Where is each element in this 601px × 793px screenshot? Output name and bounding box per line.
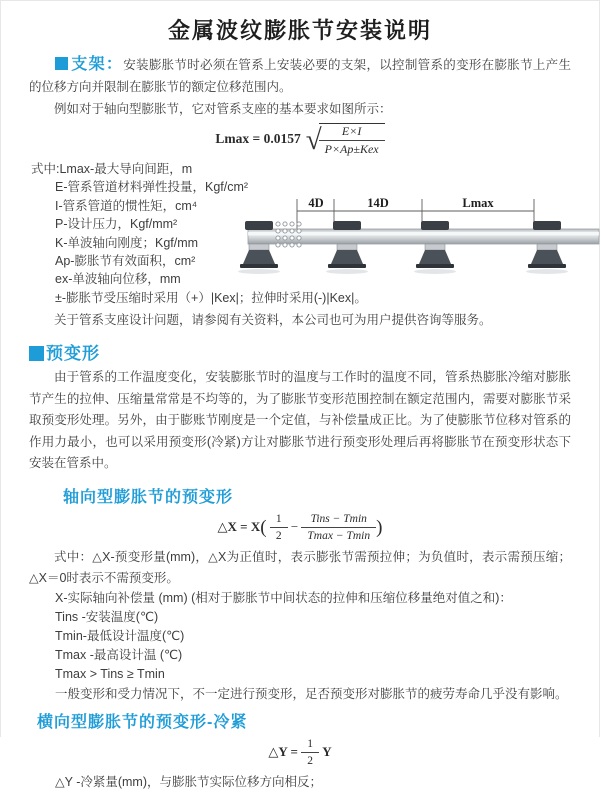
lateral-formula-lhs: △Y = [268,743,298,759]
preform-heading-label: 预变形 [46,344,100,364]
section-heading-support: 支架： [71,56,124,73]
support-paragraph [29,54,571,98]
lmax-formula-denominator: P×Ap±Kex [324,142,379,156]
definition-line: Ap-膨胀节有效面积，cm² [55,254,196,269]
section-bullet-icon [29,346,44,361]
lmax-formula [29,123,571,157]
temperature-numerator: Tins − Tmin [301,512,376,528]
list-item: 一般变形和受力情况下，不一定进行预变形，足否预变形对膨胀节的疲劳寿命几乎没有影响。 [55,686,568,701]
one-half-fraction [301,737,319,769]
minus-sign: − [290,518,299,534]
lmax-formula-lhs: Lmax = 0.0157 [215,131,301,147]
pipe-support-diagram-svg [246,193,601,289]
pipe-support-diagram [246,193,601,289]
support-intro-text: 安装膨胀节时必须在管系上安装必要的支架，以控制管系的变形在膨胀节上产生的位移方向并限制在膨胀节的额定位移范围内。 [29,58,571,94]
preform-body: 由于管系的工作温度变化，安装膨胀节时的温度与工作时的温度不同，管系热膨胀冷缩对膨胀节产生的拉伸、压缩量常常是不均等的，为了膨胀节变形范围控制在额定范围内，需要对膨胀节采取预变形处理。另外，由于膨账节刚度是一个定值，与补偿量成正比。为了使膨胀节位移对管系的作用力最小，也可以采用预变形(冷紧)方让对膨胀节进行预变形处理后再将膨胀节在预变形状态下安装在管系中。 [29,370,571,471]
section-bullet-icon [55,57,68,70]
list-item: Tmax > Tins ≥ Tmin [55,667,165,682]
close-paren: ) [376,516,383,538]
lmax-formula-fraction [319,123,385,157]
section-heading-preform [29,339,571,364]
page-title: 金属波纹膨胀节安装说明 [167,18,432,43]
support-note: 关于管系支座设计问题，请参阅有关资料，本公司也可为用户提供咨询等服务。 [54,313,492,328]
definition-line: ex-单波轴向位移，mm [55,272,181,287]
sqrt-radical-icon: √ [305,123,322,156]
definition-line: 式中:Lmax-最大导向间距，m [31,162,193,176]
lateral-formula-rhs: Y [322,743,332,759]
half-denominator: 2 [307,755,313,768]
temperature-denominator: Tmax − Tmin [307,530,371,543]
half-denominator: 2 [275,530,282,543]
axial-symbol-list [29,589,571,704]
definition-line: ±-膨胀节受压缩时采用（+）|Kex|；拉伸时采用(-)|Kex|。 [55,290,367,305]
open-paren: ( [260,516,267,538]
lmax-formula-numerator: E×I [319,124,385,141]
list-item: Tmin-最低设计温度(℃) [55,628,185,643]
half-numerator: 1 [270,512,288,528]
lateral-note: △Y -冷紧量(mm)，与膨胀节实际位移方向相反； [55,775,323,790]
temperature-fraction [301,512,376,544]
dim-label-4d: 4D [308,196,324,210]
axial-preform-heading: 轴向型膨胀节的预变形 [63,488,234,506]
dimension-lines [297,199,534,229]
list-item: Tmax -最高设计温 (℃) [55,648,183,663]
list-item: X-实际轴向补偿量 (mm) (相对于膨胀节中间状态的拉伸和压缩位移量绝对值之和)： [55,590,512,605]
definition-line: P-设计压力，Kgf/mm² [55,217,178,232]
dim-label-lmax: Lmax [462,196,494,210]
axial-formula-pre: △X = X [217,518,261,534]
definition-line: E-管系管道材料弹性投量，Kgf/cm² [55,180,249,195]
lateral-preform-heading: 横向型膨胀节的预变形-冷紧 [37,713,248,731]
definition-line: K-单波轴向刚度；Kgf/mm [55,235,199,250]
one-half-fraction [270,512,288,544]
support-example-line: 例如对于轴向型膨胀节，它对管系支座的基本要求如图所示： [54,102,392,116]
definition-line: I-管系管道的惯性矩，cm⁴ [55,198,198,213]
half-numerator: 1 [301,737,319,753]
lateral-formula [29,737,571,769]
list-item: Tins -安装温度(℃) [55,609,159,624]
axial-formula-explanation: 式中：△X-预变形量(mm)，△X为正值时，表示膨张节需预拉伸；为负值时，表示需预压缩；△X＝0时表示不需预变形。 [29,549,571,585]
dim-label-14d: 14D [367,196,389,210]
axial-formula [29,512,571,544]
